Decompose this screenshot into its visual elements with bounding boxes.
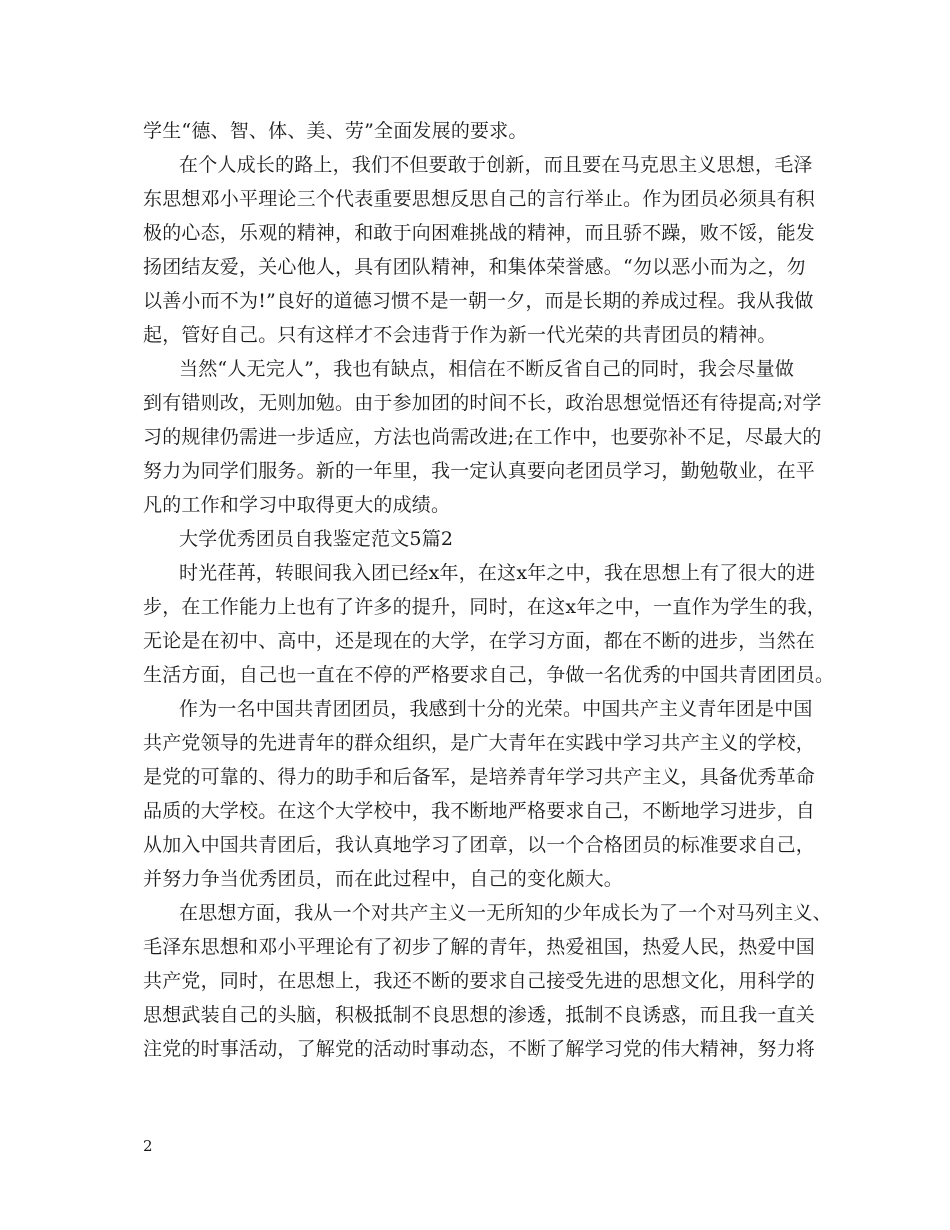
text-line: 无论是在初中、高中，还是现在的大学，在学习方面，都在不断的进步，当然在 [143, 630, 816, 652]
text-line: 从加入中国共青团后，我认真地学习了团章，以一个合格团员的标准要求自己， [143, 834, 816, 856]
text-line: 共产党，同时，在思想上，我还不断的要求自己接受先进的思想文化，用科学的 [143, 970, 816, 992]
text-line: 习的规律仍需进一步适应，方法也尚需改进;在工作中，也要弥补不足，尽最大的 [143, 426, 822, 448]
text-line: 在思想方面，我从一个对共产主义一无所知的少年成长为了一个对马列主义、 [179, 902, 832, 924]
text-line: 共产党领导的先进青年的群众组织，是广大青年在实践中学习共产主义的学校， [143, 732, 816, 754]
text-line: 起，管好自己。只有这样才不会违背于作为新一代光荣的共青团员的精神。 [143, 324, 777, 346]
text-line: 是党的可靠的、得力的助手和后备军，是培养青年学习共产主义，具备优秀革命 [143, 766, 816, 788]
text-line: 极的心态，乐观的精神，和敢于向困难挑战的精神，而且骄不躁，败不馁，能发 [143, 222, 816, 244]
text-line: 生活方面，自己也一直在不停的严格要求自己，争做一名优秀的中国共青团团员。 [143, 664, 835, 686]
text-line: 毛泽东思想和邓小平理论有了初步了解的青年，热爱祖国，热爱人民，热爱中国 [143, 936, 816, 958]
document-body [143, 114, 835, 1066]
text-line: 思想武装自己的头脑，积极抵制不良思想的渗透，抵制不良诱惑，而且我一直关 [143, 1004, 816, 1026]
text-line: 当然“人无完人”，我也有缺点，相信在不断反省自己的同时，我会尽量做 [179, 358, 795, 380]
text-line: 东思想邓小平理论三个代表重要思想反思自己的言行举止。作为团员必须具有积 [143, 188, 816, 210]
text-line: 扬团结友爱，关心他人，具有团队精神，和集体荣誉感。“勿以恶小而为之，勿 [143, 256, 806, 278]
text-line: 到有错则改，无则加勉。由于参加团的时间不长，政治思想觉悟还有待提高;对学 [143, 392, 822, 414]
section-heading: 大学优秀团员自我鉴定范文5篇2 [179, 528, 454, 550]
text-line: 努力为同学们服务。新的一年里，我一定认真要向老团员学习，勤勉敬业，在平 [143, 460, 816, 482]
page-number: 2 [143, 1137, 153, 1155]
text-line: 学生“德、智、体、美、劳”全面发展的要求。 [143, 120, 528, 142]
text-line: 品质的大学校。在这个大学校中，我不断地严格要求自己，不断地学习进步，自 [143, 800, 816, 822]
text-line: 以善小而不为!”良好的道德习惯不是一朝一夕，而是长期的养成过程。我从我做 [143, 290, 814, 312]
text-line: 凡的工作和学习中取得更大的成绩。 [143, 494, 451, 516]
text-line: 时光荏苒，转眼间我入团已经x年，在这x年之中，我在思想上有了很大的进 [179, 562, 816, 584]
text-line: 作为一名中国共青团团员，我感到十分的光荣。中国共产主义青年团是中国 [179, 698, 813, 720]
text-line: 在个人成长的路上，我们不但要敢于创新，而且要在马克思主义思想，毛泽 [179, 154, 813, 176]
text-line: 并努力争当优秀团员，而在此过程中，自己的变化颇大。 [143, 868, 624, 890]
text-line: 步，在工作能力上也有了许多的提升，同时，在这x年之中，一直作为学生的我， [143, 596, 826, 618]
text-line: 注党的时事活动，了解党的活动时事动态，不断了解学习党的伟大精神，努力将 [143, 1038, 816, 1060]
